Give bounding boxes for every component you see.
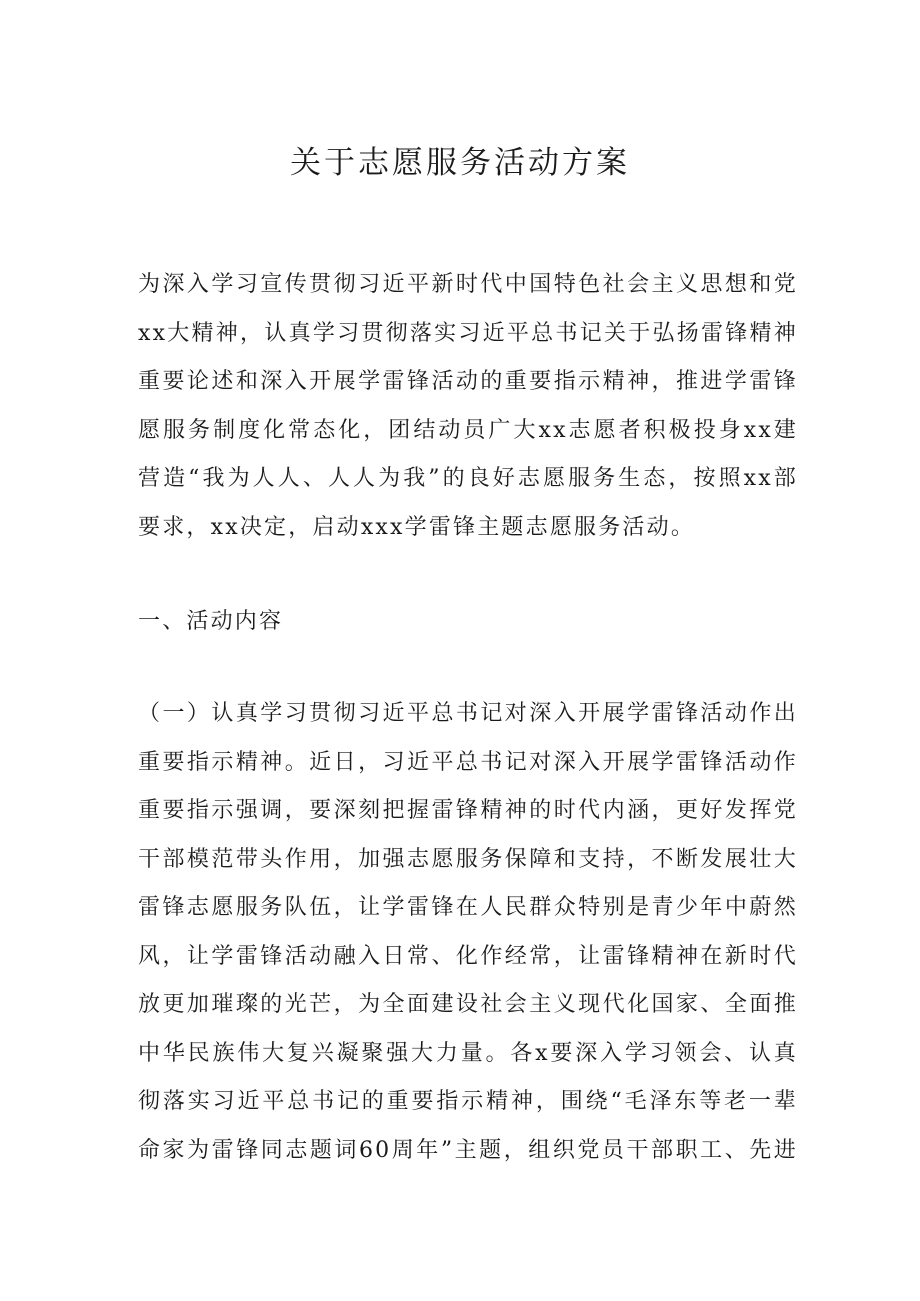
sub-section-line: （一）认真学习贯彻习近平总书记对深入开展学雷锋活动作出 [138,701,798,726]
sub-section-line: 重要指示精神。近日，习近平总书记对深入开展学雷锋活动作 [138,749,798,775]
intro-paragraph [138,261,798,552]
document-title: 关于志愿服务活动方案 [290,145,630,181]
sub-section-line: 命家为雷锋同志题词60周年”主题，组织党员干部职工、先进 [138,1137,798,1163]
sub-section-line: 中华民族伟大复兴凝聚强大力量。各x要深入学习领会、认真 [138,1040,798,1066]
intro-line: 营造“我为人人、人人为我”的良好志愿服务生态，按照xx部 [138,466,798,491]
intro-line: 重要论述和深入开展学雷锋活动的重要指示精神，推进学雷锋 [138,369,798,394]
sub-section-line: 彻落实习近平总书记的重要指示精神，围绕“毛泽东等老一辈 [138,1089,798,1114]
sub-section-line: 雷锋志愿服务队伍，让学雷锋在人民群众特别是青少年中蔚然 [138,895,798,920]
intro-line: 要求，xx决定，启动xxx学雷锋主题志愿服务活动。 [138,514,696,540]
section-heading [138,598,798,647]
intro-line: 为深入学习宣传贯彻习近平新时代中国特色社会主义思想和党 [138,272,798,297]
intro-line: 愿服务制度化常态化，团结动员广大xx志愿者积极投身xx建 [138,417,798,443]
section-heading-text: 一、活动内容 [138,609,284,634]
intro-line: xx大精神，认真学习贯彻落实习近平总书记关于弘扬雷锋精神 [138,320,798,346]
sub-section-line: 放更加璀璨的光芒，为全面建设社会主义现代化国家、全面推 [138,992,798,1017]
sub-section-paragraph [138,690,798,1175]
sub-section-line: 重要指示强调，要深刻把握雷锋精神的时代内涵，更好发挥党 [138,798,798,823]
sub-section-line: 干部模范带头作用，加强志愿服务保障和支持，不断发展壮大 [138,846,798,872]
sub-section-line: 风，让学雷锋活动融入日常、化作经常，让雷锋精神在新时代 [138,943,798,969]
